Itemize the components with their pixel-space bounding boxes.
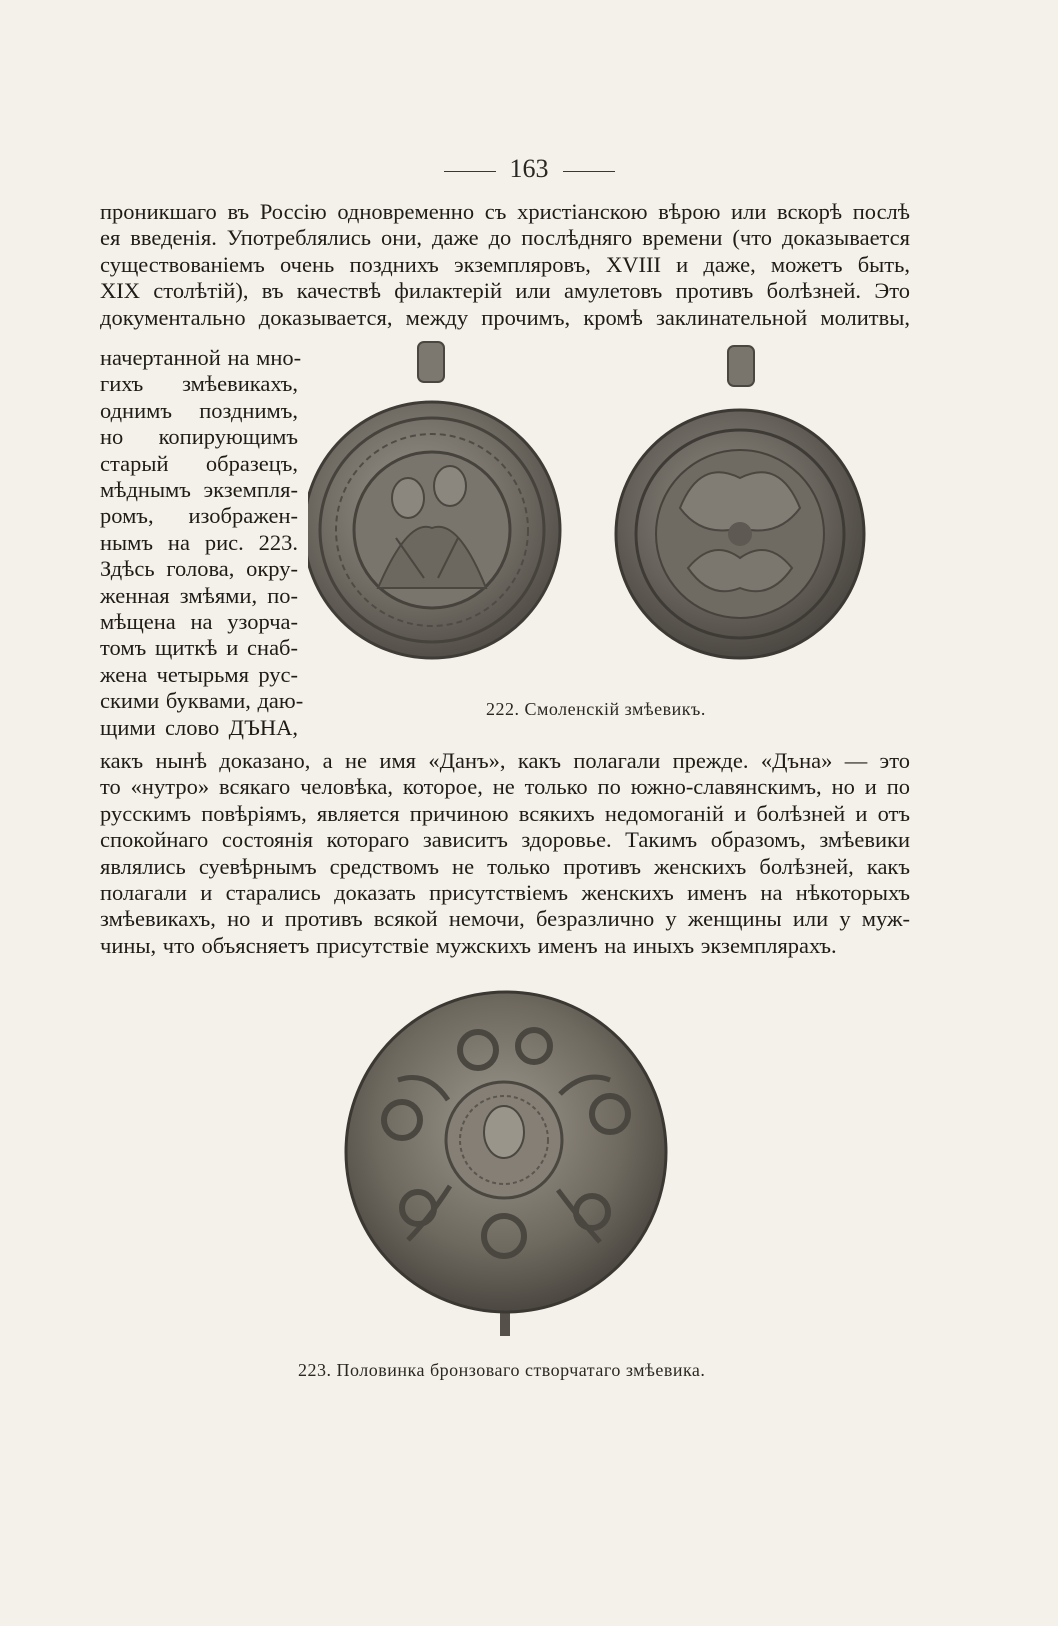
text-line: спокойнаго состоянія котораго зависитъ здоровье. Такимъ образомъ, змѣевики xyxy=(100,827,910,853)
text-line: женная змѣями, по- xyxy=(100,582,298,608)
text-line: существованіемъ очень позднихъ экземпляровъ, XVIII и даже, можетъ быть, xyxy=(100,251,910,277)
amulet-pair-image xyxy=(308,338,888,688)
text-line: русскимъ повѣріямъ, является причиною всякихъ недомоганій и болѣзней и отъ xyxy=(100,800,910,826)
text-line: мѣщена на узорча- xyxy=(100,609,298,635)
text-line: старый образецъ, xyxy=(100,450,298,476)
side-paragraph xyxy=(100,345,304,741)
text-line: чины, что объясняетъ присутствіе мужскихъ именъ на иныхъ экземплярахъ. xyxy=(100,932,837,958)
amulet-back xyxy=(616,346,864,658)
text-line: ромъ, изображен- xyxy=(100,503,298,529)
text-line: являлись суевѣрнымъ средствомъ не только противъ женскихъ болѣзней, какъ xyxy=(100,853,910,879)
text-line: Здѣсь голова, окру- xyxy=(100,556,298,582)
text-line: полагали и старались доказать присутствіемъ женскихъ именъ на нѣкоторыхъ xyxy=(100,880,910,906)
text-line: мѣднымъ экземпля- xyxy=(100,477,298,503)
bronze-amulet-image xyxy=(338,990,688,1340)
figure-222 xyxy=(308,338,888,688)
text-line: ея введенія. Употреблялись они, даже до послѣдняго времени (что доказывается xyxy=(100,225,910,251)
amulet-front xyxy=(308,342,560,658)
text-line: XIX столѣтій), въ качествѣ филактерій или амулетовъ противъ болѣзней. Это xyxy=(100,278,910,304)
top-paragraph xyxy=(100,199,910,331)
figure-222-caption: 222. Смоленскій змѣевикъ. xyxy=(486,699,706,719)
bottom-paragraph xyxy=(100,748,910,959)
text-line: томъ щиткѣ и снаб- xyxy=(100,635,298,661)
text-line: скими буквами, даю- xyxy=(100,688,304,714)
text-line: документально доказывается, между прочимъ, кромѣ заклинательной молитвы, xyxy=(100,304,910,330)
figure-223 xyxy=(338,990,688,1340)
text-line: какъ нынѣ доказано, а не имя «Данъ», какъ полагали прежде. «Дъна» — это xyxy=(100,748,910,773)
page-number xyxy=(0,154,1058,184)
text-line: щими слово ДЪНА, xyxy=(100,714,298,740)
text-line: однимъ позднимъ, xyxy=(100,397,298,423)
text-line: змѣевикахъ, но и противъ всякой немочи, безразлично у женщины или у муж- xyxy=(100,906,910,932)
text-line: но копирующимъ xyxy=(100,424,298,450)
text-line: нымъ на рис. 223. xyxy=(100,529,298,555)
text-line: жена четырьмя рус- xyxy=(100,661,298,687)
text-line: начертанной на мно- xyxy=(100,345,302,370)
page-number-rule-right xyxy=(563,171,615,172)
figure-223-caption: 223. Половинка бронзоваго створчатаго змѣевика. xyxy=(298,1360,706,1380)
text-line: гихъ змѣевикахъ, xyxy=(100,371,298,397)
page-number-rule-left xyxy=(444,171,496,172)
page-number-text: 163 xyxy=(509,154,549,183)
text-line: проникшаго въ Россію одновременно съ христіанскою вѣрою или вскорѣ послѣ xyxy=(100,199,910,224)
text-line: то «нутро» всякаго человѣка, которое, не только по южно-славянскимъ, но и по xyxy=(100,774,910,800)
